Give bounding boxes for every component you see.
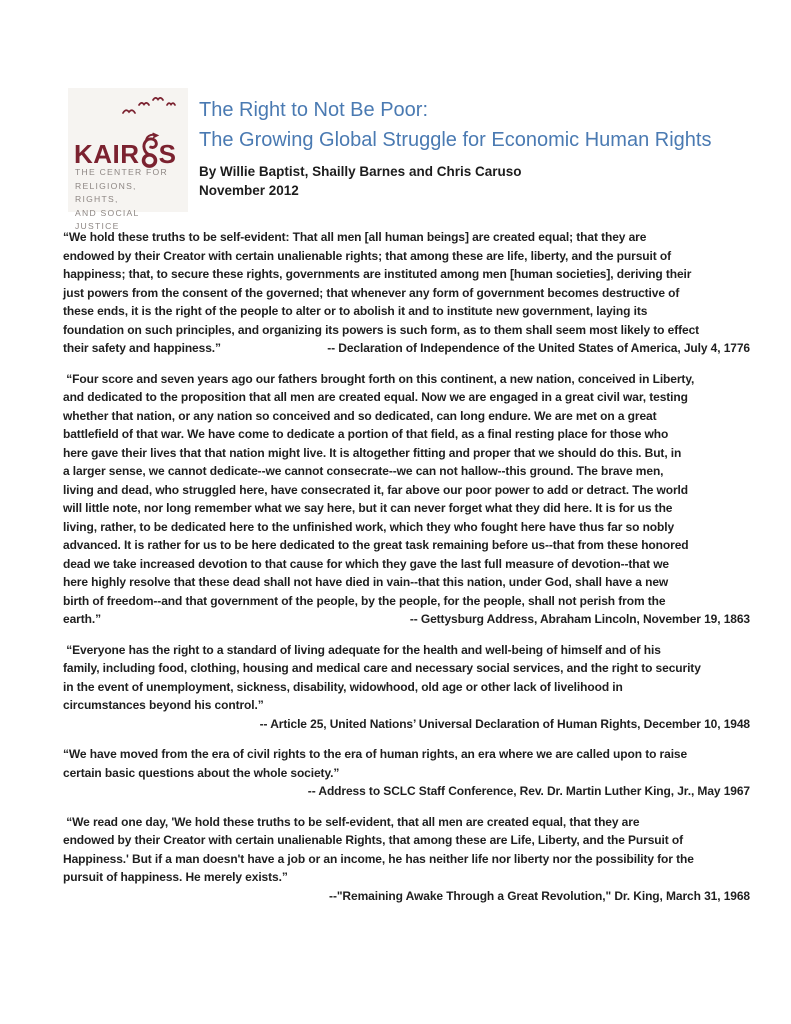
- quote-line: “We hold these truths to be self-evident: That all men [all human beings] are created equal; that they are: [63, 230, 647, 244]
- quote-line: happiness; that, to secure these rights, governments are instituted among men [human societies], deriving their: [63, 267, 692, 281]
- kairos-logo: [68, 88, 188, 231]
- quote-line: “We have moved from the era of civil rights to the era of human rights, an era where we are called upon to raise: [63, 747, 688, 761]
- quote-line: “Four score and seven years ago our fathers brought forth on this continent, a new nation, conceived in Liberty,: [63, 371, 695, 386]
- logo-word-prefix: KAIR: [74, 139, 140, 169]
- logo-tagline: [75, 166, 183, 234]
- quote-block: [63, 370, 750, 629]
- logo-tagline-line: RELIGIONS, RIGHTS,: [75, 180, 137, 204]
- quote-line: a larger sense, we cannot dedicate--we cannot consecrate--we can not hallow--this ground. The brave men,: [63, 464, 664, 478]
- quote-line: advanced. It is rather for us to be here dedicated to the great task remaining before us--that from these honored: [63, 538, 689, 552]
- quote-line: endowed by their Creator with certain unalienable Rights, that among these are Life, Liberty, and the Pursuit of: [63, 833, 684, 847]
- quote-attribution: -- Article 25, United Nations’ Universal Declaration of Human Rights, December 10, 1948: [259, 716, 750, 731]
- quote-line: living, rather, to be dedicated here to the unfinished work, which they who fought here have thus far so nobly: [63, 519, 675, 534]
- logo-word-suffix: S: [158, 139, 177, 169]
- quote-line: birth of freedom--and that government of the people, by the people, for the people, shall not perish from the: [63, 593, 666, 608]
- document-subtitle: The Growing Global Struggle for Economic Human Rights: [199, 128, 712, 151]
- publication-date: November 2012: [199, 183, 299, 198]
- birds-icon: [120, 95, 182, 119]
- quote-line: will little note, nor long remember what we say here, but it can never forget what they did here. It is for us the: [63, 501, 673, 515]
- document-header: [68, 88, 712, 231]
- quote-line: family, including food, clothing, housing and medical care and necessary social services, and the right to security: [63, 661, 701, 675]
- quote-block: [63, 228, 750, 358]
- quote-attribution: -- Gettysburg Address, Abraham Lincoln, November 19, 1863: [409, 612, 750, 626]
- quote-line: just powers from the consent of the governed; that whenever any form of government becomes destructive of: [63, 285, 680, 300]
- document-title: The Right to Not Be Poor:: [199, 99, 429, 121]
- title-block: [199, 88, 711, 200]
- quote-line: and dedicated to the proposition that all men are created equal. Now we are engaged in a great civil war, testing: [63, 390, 688, 404]
- quotes-section: [63, 228, 750, 917]
- quote-line: dead we take increased devotion to that cause for which they gave the last full measure of devotion--that we: [63, 556, 670, 571]
- quote-line: Happiness.' But if a man doesn't have a job or an income, he has neither life nor liberty nor the possibility for the: [63, 851, 694, 866]
- quote-line: foundation on such principles, and organizing its powers is such form, as to them shall seem most likely to effect: [63, 322, 700, 337]
- quote-attribution: -- Declaration of Independence of the United States of America, July 4, 1776: [327, 341, 750, 355]
- quote-line: in the event of unemployment, sickness, disability, widowhood, old age or other lack of livelihood in: [63, 679, 623, 694]
- quote-block: [63, 745, 750, 801]
- quote-line: here highly resolve that these dead shall not have died in vain--that this nation, under God, shall have a new: [63, 575, 669, 589]
- quote-line: battlefield of that war. We have come to dedicate a portion of that field, as a final resting place for those who: [63, 427, 669, 441]
- quote-line: “We read one day, 'We hold these truths to be self-evident, that all men are created equal, that they are: [63, 814, 640, 829]
- quote-closing-row: [63, 610, 750, 629]
- logo-tagline-line: AND SOCIAL JUSTICE: [75, 207, 140, 231]
- quote-line: pursuit of happiness. He merely exists.”: [63, 870, 288, 884]
- quote-line: whether that nation, or any nation so conceived and so dedicated, can long endure. We are met on a great: [63, 408, 657, 423]
- byline: By Willie Baptist, Shailly Barnes and Chris Caruso: [199, 164, 522, 179]
- quote-line: here gave their lives that that nation might live. It is altogether fitting and proper that we should do this. But, in: [63, 445, 682, 460]
- quote-closing: earth.”: [63, 612, 101, 626]
- quote-block: [63, 813, 750, 906]
- quote-line: “Everyone has the right to a standard of living adequate for the health and well-being of himself and of his: [63, 642, 661, 657]
- quote-attribution: --"Remaining Awake Through a Great Revolution," Dr. King, March 31, 1968: [329, 888, 750, 903]
- logo-wordmark: [74, 132, 176, 167]
- quote-line: certain basic questions about the whole society.”: [63, 765, 340, 780]
- quote-line: living and dead, who struggled here, have consecrated it, far above our poor power to add or detract. The world: [63, 482, 689, 497]
- logo-swirl-icon: [139, 132, 160, 168]
- logo-tagline-line: THE CENTER FOR: [75, 167, 168, 177]
- quote-closing: their safety and happiness.”: [63, 341, 221, 355]
- quote-attribution: -- Address to SCLC Staff Conference, Rev. Dr. Martin Luther King, Jr., May 1967: [307, 784, 750, 798]
- quote-block: [63, 641, 750, 734]
- quote-closing-row: [63, 339, 750, 358]
- quote-line: endowed by their Creator with certain unalienable rights; that among these are life, liberty, and the pursuit of: [63, 248, 672, 263]
- quote-line: circumstances beyond his control.”: [63, 698, 264, 712]
- quote-line: these ends, it is the right of the people to alter or to abolish it and to institute new government, laying its: [63, 304, 648, 318]
